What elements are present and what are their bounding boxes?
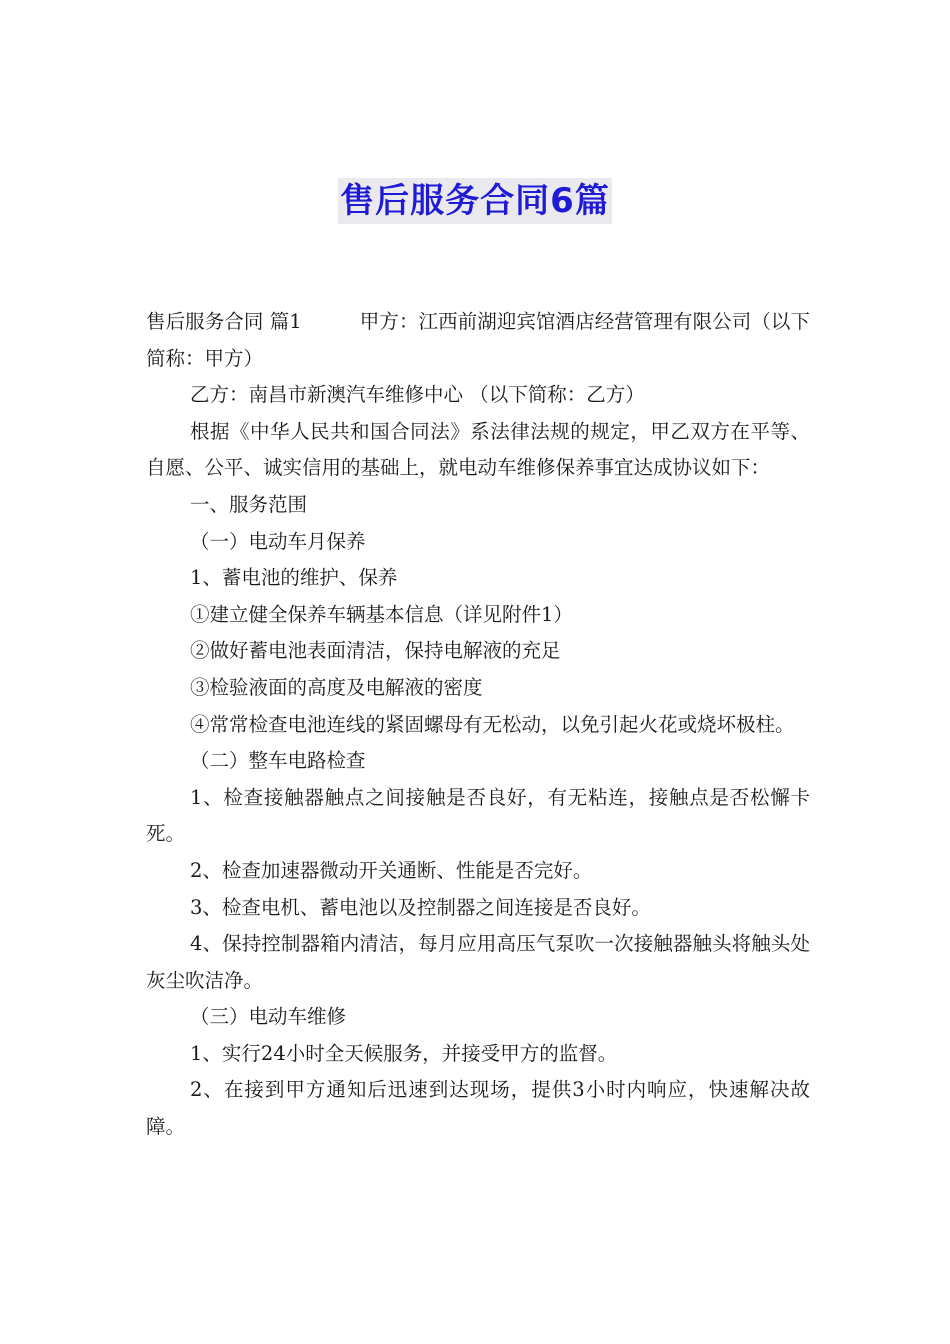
document-body (146, 304, 810, 1146)
paragraph-party-b: 乙方：南昌市新澳汽车维修中心 （以下简称：乙方） (190, 383, 645, 407)
party-a-text: 甲方：江西前湖迎宾馆酒店经营管理有限公司（以下简称：甲方） (146, 310, 810, 370)
subsection-repair: （三）电动车维修 (190, 1005, 347, 1029)
paragraph-party-a (146, 304, 810, 377)
list-item: ③检验液面的高度及电解液的密度 (190, 675, 483, 699)
list-item: 1、实行24小时全天候服务，并接受甲方的监督。 (190, 1041, 618, 1065)
list-item: 3、检查电机、蓄电池以及控制器之间连接是否良好。 (190, 895, 651, 919)
subsection-circuit-check: （二）整车电路检查 (190, 749, 366, 773)
subsection-monthly-maintenance: （一）电动车月保养 (190, 529, 366, 553)
document-title-wrapper (0, 178, 950, 224)
list-item: 2、在接到甲方通知后迅速到达现场，提供3小时内响应，快速解决故障。 (146, 1078, 810, 1139)
list-item: ②做好蓄电池表面清洁，保持电解液的充足 (190, 639, 561, 663)
list-item: 2、检查加速器微动开关通断、性能是否完好。 (190, 858, 593, 882)
list-item: 1、蓄电池的维护、保养 (190, 566, 398, 590)
section-service-scope: 一、服务范围 (190, 492, 308, 516)
paragraph-preamble: 根据《中华人民共和国合同法》系法律法规的规定，甲乙双方在平等、自愿、公平、诚实信用的基础上，就电动车维修保养事宜达成协议如下： (146, 419, 810, 480)
document-title: 售后服务合同6篇 (338, 178, 612, 224)
list-item: ④常常检查电池连线的紧固螺母有无松动，以免引起火花或烧坏极柱。 (190, 712, 795, 736)
list-item: 4、保持控制器箱内清洁，每月应用高压气泵吹一次接触器触头将触头处灰尘吹洁净。 (146, 932, 810, 992)
list-item: 1、检查接触器触点之间接触是否良好，有无粘连，接触点是否松懈卡死。 (146, 785, 810, 846)
list-item: ①建立健全保养车辆基本信息（详见附件1） (190, 602, 573, 626)
contract-heading: 售后服务合同 篇1 (146, 310, 302, 333)
